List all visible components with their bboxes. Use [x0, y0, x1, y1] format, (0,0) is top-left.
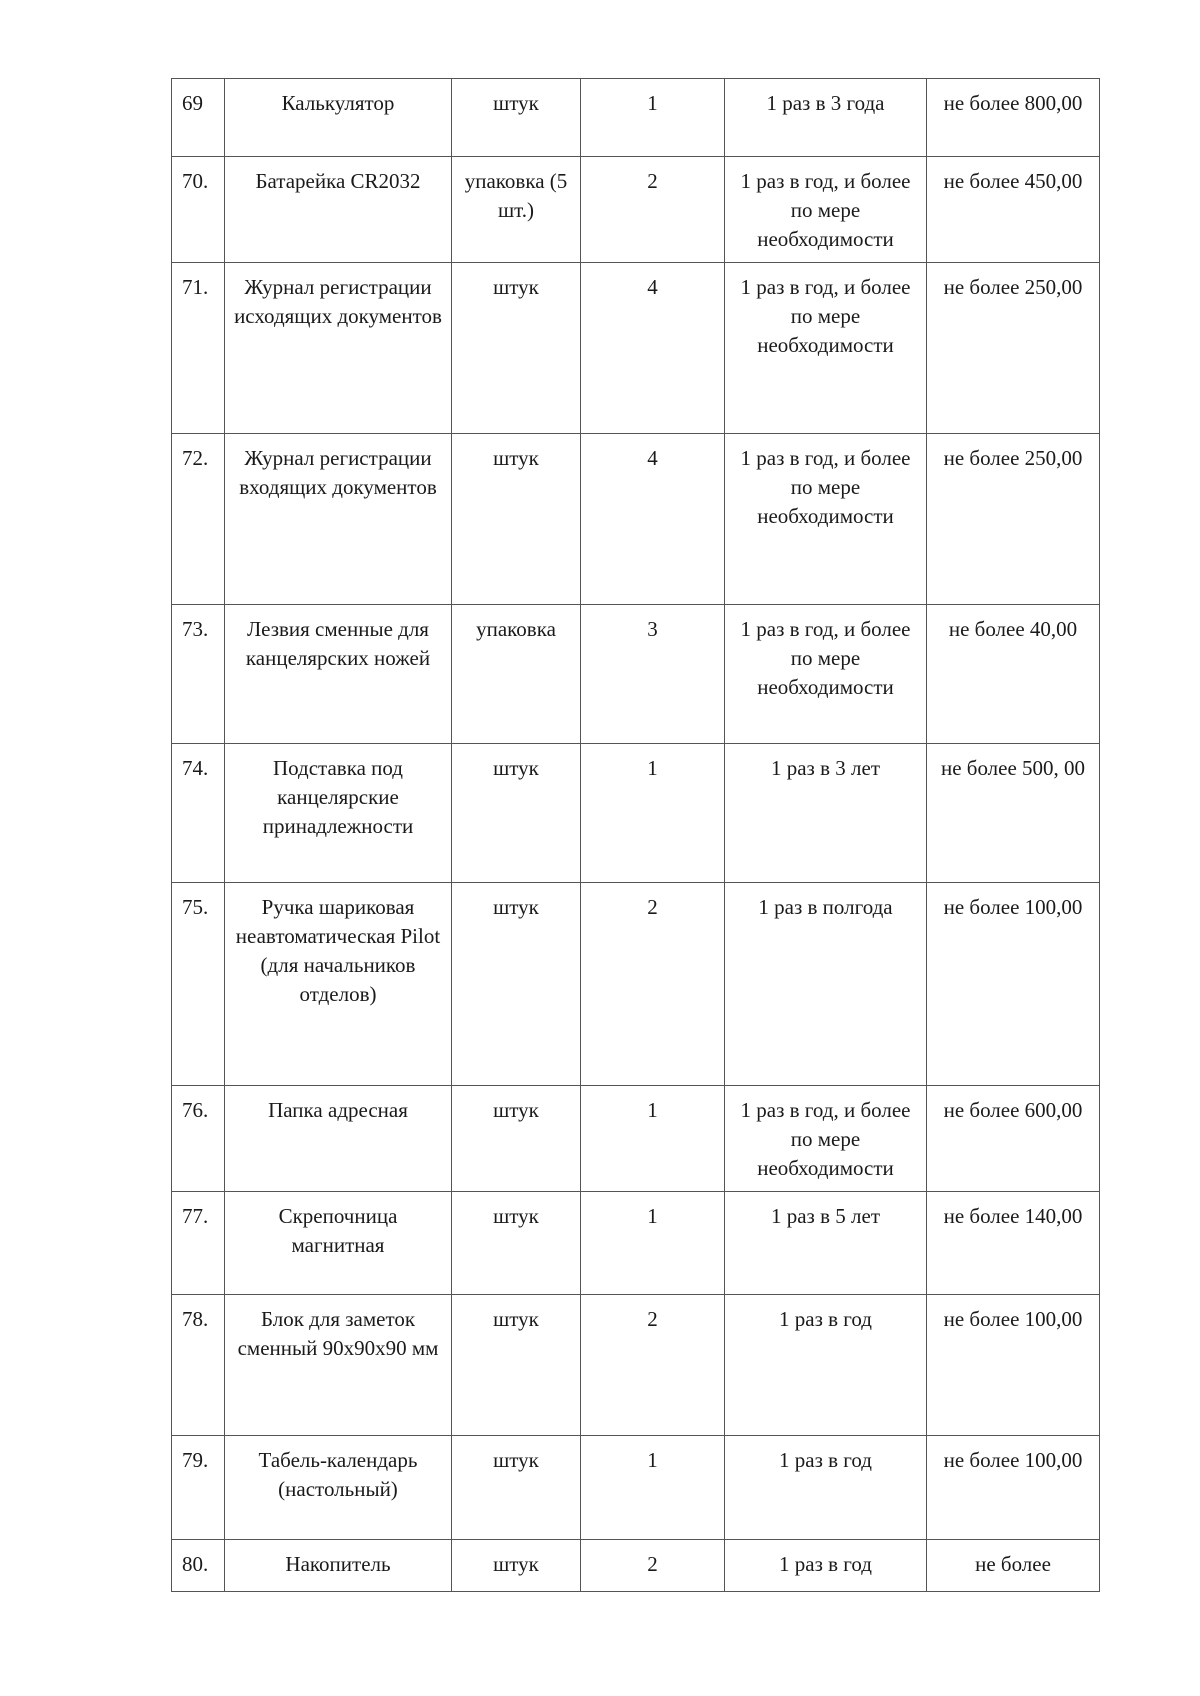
unit-of-measure: штук: [452, 883, 581, 1086]
row-number: 71.: [172, 263, 225, 434]
quantity: 1: [581, 744, 725, 883]
quantity: 3: [581, 605, 725, 744]
unit-of-measure: штук: [452, 1295, 581, 1436]
item-name: Скрепочница магнитная: [225, 1192, 452, 1295]
item-name: Блок для заметок сменный 90х90х90 мм: [225, 1295, 452, 1436]
item-name: Табель-календарь (настольный): [225, 1436, 452, 1540]
replacement-frequency: 1 раз в 3 года: [725, 79, 927, 157]
replacement-frequency: 1 раз в 5 лет: [725, 1192, 927, 1295]
max-price: не более 100,00: [927, 883, 1100, 1086]
quantity: 4: [581, 263, 725, 434]
replacement-frequency: 1 раз в год: [725, 1295, 927, 1436]
table-row: [172, 605, 1100, 744]
row-number: 76.: [172, 1086, 225, 1192]
unit-of-measure: штук: [452, 744, 581, 883]
quantity: 1: [581, 1192, 725, 1295]
supply-norms-table: [171, 78, 1100, 1592]
max-price: не более 40,00: [927, 605, 1100, 744]
replacement-frequency: 1 раз в 3 лет: [725, 744, 927, 883]
replacement-frequency: 1 раз в полгода: [725, 883, 927, 1086]
row-number: 73.: [172, 605, 225, 744]
quantity: 4: [581, 434, 725, 605]
table-row: [172, 883, 1100, 1086]
unit-of-measure: упаковка: [452, 605, 581, 744]
max-price: не более: [927, 1540, 1100, 1592]
quantity: 1: [581, 1436, 725, 1540]
unit-of-measure: штук: [452, 1540, 581, 1592]
table-row: [172, 263, 1100, 434]
replacement-frequency: 1 раз в год, и более по мере необходимости: [725, 157, 927, 263]
item-name: Батарейка CR2032: [225, 157, 452, 263]
quantity: 1: [581, 79, 725, 157]
quantity: 1: [581, 1086, 725, 1192]
table-row: [172, 1540, 1100, 1592]
unit-of-measure: штук: [452, 79, 581, 157]
quantity: 2: [581, 883, 725, 1086]
row-number: 69: [172, 79, 225, 157]
unit-of-measure: штук: [452, 1086, 581, 1192]
table-row: [172, 744, 1100, 883]
quantity: 2: [581, 1295, 725, 1436]
row-number: 75.: [172, 883, 225, 1086]
max-price: не более 100,00: [927, 1295, 1100, 1436]
row-number: 80.: [172, 1540, 225, 1592]
replacement-frequency: 1 раз в год: [725, 1540, 927, 1592]
item-name: Лезвия сменные для канцелярских ножей: [225, 605, 452, 744]
item-name: Ручка шариковая неавтоматическая Pilot (для начальников отделов): [225, 883, 452, 1086]
unit-of-measure: штук: [452, 263, 581, 434]
row-number: 72.: [172, 434, 225, 605]
table-row: [172, 157, 1100, 263]
replacement-frequency: 1 раз в год: [725, 1436, 927, 1540]
item-name: Накопитель: [225, 1540, 452, 1592]
quantity: 2: [581, 1540, 725, 1592]
row-number: 79.: [172, 1436, 225, 1540]
max-price: не более 450,00: [927, 157, 1100, 263]
replacement-frequency: 1 раз в год, и более по мере необходимости: [725, 1086, 927, 1192]
max-price: не более 100,00: [927, 1436, 1100, 1540]
max-price: не более 140,00: [927, 1192, 1100, 1295]
item-name: Журнал регистрации входящих документов: [225, 434, 452, 605]
table-row: [172, 1192, 1100, 1295]
max-price: не более 250,00: [927, 434, 1100, 605]
row-number: 77.: [172, 1192, 225, 1295]
table-row: [172, 1436, 1100, 1540]
item-name: Журнал регистрации исходящих документов: [225, 263, 452, 434]
replacement-frequency: 1 раз в год, и более по мере необходимости: [725, 263, 927, 434]
unit-of-measure: штук: [452, 1436, 581, 1540]
max-price: не более 800,00: [927, 79, 1100, 157]
item-name: Калькулятор: [225, 79, 452, 157]
row-number: 70.: [172, 157, 225, 263]
unit-of-measure: штук: [452, 1192, 581, 1295]
replacement-frequency: 1 раз в год, и более по мере необходимости: [725, 605, 927, 744]
max-price: не более 250,00: [927, 263, 1100, 434]
item-name: Папка адресная: [225, 1086, 452, 1192]
row-number: 74.: [172, 744, 225, 883]
quantity: 2: [581, 157, 725, 263]
table-row: [172, 1295, 1100, 1436]
row-number: 78.: [172, 1295, 225, 1436]
table-row: [172, 1086, 1100, 1192]
replacement-frequency: 1 раз в год, и более по мере необходимости: [725, 434, 927, 605]
item-name: Подставка под канцелярские принадлежности: [225, 744, 452, 883]
table-row: [172, 79, 1100, 157]
unit-of-measure: упаковка (5 шт.): [452, 157, 581, 263]
max-price: не более 600,00: [927, 1086, 1100, 1192]
unit-of-measure: штук: [452, 434, 581, 605]
table-row: [172, 434, 1100, 605]
max-price: не более 500, 00: [927, 744, 1100, 883]
